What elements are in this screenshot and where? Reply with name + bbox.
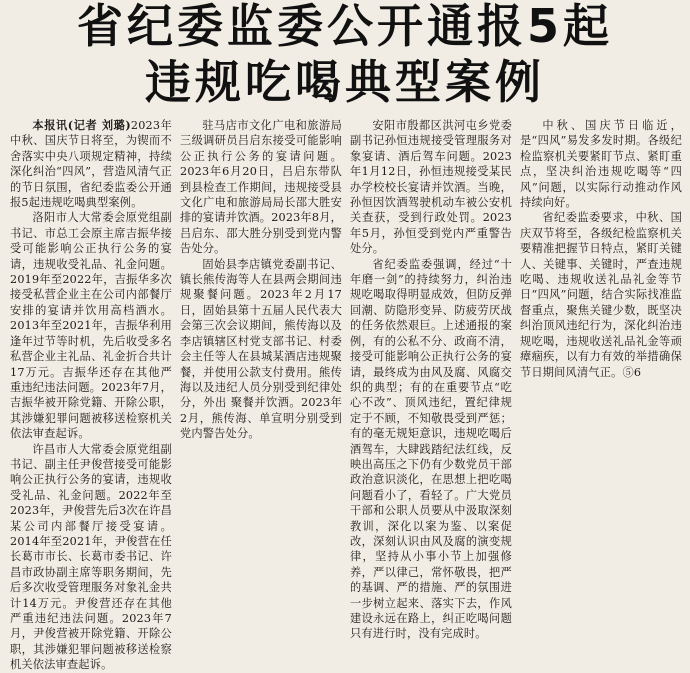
commentary-paragraph-3: 省纪委监委要求，中秋、国庆双节将至，各级纪检监察机关要精准把握节日特点，紧盯关键人、关键事、关键时，严查违规吃喝、违规收送礼品礼金等节日“四风”问题，结合实际找准监督重点，聚焦关键少数，既坚决纠治顶风违纪行为，深化纠治违规吃喝，违规收送礼品礼金等顽瘴痼疾，以有力有效的举措确保节日期间风清气正。⑤6 bbox=[520, 211, 682, 379]
commentary-paragraph-2: 中秋、国庆节日临近，是“四风”易发多发时期。各级纪检监察机关要紧盯节点、紧盯重点，坚决纠治违规吃喝等“四风”问题，以实际行动推动作风持续向好。 bbox=[520, 119, 682, 210]
article-column-2 bbox=[180, 118, 342, 441]
case-4-paragraph: 固始县李店镇党委副书记、镇长熊传海等人在县两会期间违规聚餐问题。2023年2月17日，固始县第十五届人民代表大会第三次会议期间，熊传海以及李店镇辖区村党支部书记、村委会主任等人在县城某酒店违规聚餐，并使用公款支付费用。熊传海以及违纪人员分别受到纪律处分，外出 聚餐并饮酒。2023年2月，熊传海、单宣明分别受到党内警告处分。 bbox=[180, 257, 342, 441]
lead-paragraph bbox=[10, 118, 172, 210]
commentary-paragraph-1: 省纪委监委强调，经过“十年磨一剑”的持续努力，纠治违规吃喝取得明显成效，但防反弹回潮、防隐形变异、防疲劳厌战的任务依然艰巨。上述通报的案例，有的公私不分、政商不清，接受可能影响公正执行公务的宴请，最终成为由风及腐、风腐交织的典型；有的在重要节点“吃心不改”、顶风违纪，置纪律规定于不顾，不知敬畏受到严惩；有的毫无规矩意识，违规吃喝后酒驾车，大肆践踏纪法红线，反映出高压之下仍有少数党员干部政治意识淡化，在思想上把吃喝问题看小了，看轻了。广大党员干部和公职人员要从中汲取深刻教训，深化以案为鉴、以案促改，深刻认识由风及腐的演变规律，坚持从小事小节上加强修养，严以律己，常怀敬畏，把严的基调、严的措施、严的氛围进一步树立起来、落实下去，作风建设永远在路上，纠正吃喝问题只有进行时，没有完成时。 bbox=[350, 257, 512, 641]
article-columns bbox=[10, 118, 682, 672]
case-3-paragraph: 驻马店市文化广电和旅游局三级调研员吕启东接受可能影响公正执行公务的宴请问题。2023年6月20日，吕启东带队到县检查工作期间，违规接受县文化广电和旅游局局长邵大胜安排的宴请并饮酒。2023年8月，吕启东、邵大胜分别受到党内警告处分。 bbox=[180, 119, 342, 256]
headline-line-2: 违规吃喝典型案例 bbox=[145, 55, 545, 109]
case-1-paragraph: 洛阳市人大常委会原党组副书记、市总工会原主席吉振华接受可能影响公正执行公务的宴请，违规收受礼品、礼金问题。2019年至2022年，吉振华多次接受私营企业主在公司内部餐厅安排的宴请并饮用高档酒水。2013年至2021年，吉振华利用逢年过节等时机，先后收受多名私营企业主礼品、礼金折合共计17万元。吉振华还存在其他严重违纪违法问题。2023年7月，吉振华被开除党籍、开除公职，其涉嫌犯罪问题被移送检察机关依法审查起诉。 bbox=[10, 211, 172, 441]
article-column-4 bbox=[520, 118, 682, 434]
case-2-paragraph: 许昌市人大常委会原党组副书记、副主任尹俊营接受可能影响公正执行公务的宴请，违规收受礼品、礼金问题。2022年至2023年，尹俊营先后3次在许昌某公司内部餐厅接受宴请。2014年至2021年，尹俊营在任长葛市市长、长葛市委书记、许昌市政协副主席等职务期间，先后多次收受管理服务对象礼金共计14万元。尹俊营还存在其他严重违纪违法问题。2023年7月，尹俊营被开除党籍、开除公职，其涉嫌犯罪问题被移送检察机关依法审查起诉。 bbox=[10, 442, 172, 672]
lead-text: 2023年中秋、国庆节日将至，为锲而不舍落实中央八项规定精神，持续深化纠治“四风”，营造风清气正的节日氛围，省纪委监委公开通报5起违规吃喝典型案例。 bbox=[10, 119, 172, 210]
headline-line-1: 省纪委监委公开通报5起 bbox=[76, 0, 613, 53]
article-column-1 bbox=[10, 118, 172, 672]
headline bbox=[0, 0, 690, 112]
byline: 本报讯(记者 刘璐) bbox=[32, 118, 131, 132]
case-5-paragraph: 安阳市殷都区洪河屯乡党委副书记孙恒违规接受管理服务对象宴请、酒后驾车问题。2023年1月12日，孙恒违规接受某民办学校校长宴请并饮酒。当晚，孙恒因饮酒驾驶机动车被公安机关查获，受到行政处罚。2023年5月，孙恒受到党内严重警告处分。 bbox=[350, 119, 512, 256]
article-column-3 bbox=[350, 118, 512, 641]
